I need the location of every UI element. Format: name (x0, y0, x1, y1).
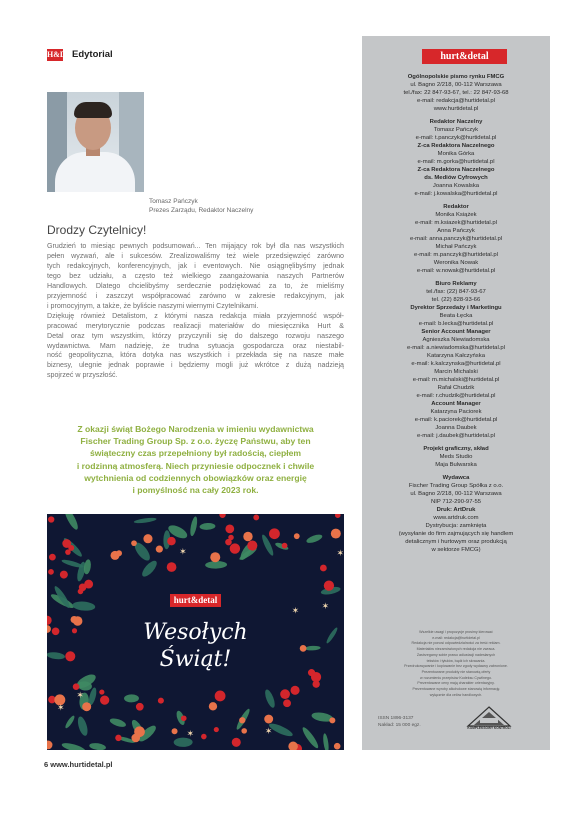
masthead-line: e-mail: a.niewiadomska@hurtidetal.pl (407, 345, 505, 351)
masthead-line: e-mail: anna.panczyk@hurtidetal.pl (409, 236, 503, 242)
greeting-line: Z okazji świąt Bożego Narodzenia w imieniu wydawnictwa (77, 424, 314, 434)
berry-shape (253, 515, 259, 521)
berry-shape (329, 717, 335, 723)
berry-shape (84, 580, 93, 589)
berry-shape (49, 554, 56, 561)
berry-shape (215, 691, 226, 702)
berry-shape (283, 699, 291, 707)
greeting-line: i rodzinną atmosferą. Niech przyniesie odpocznek i chwile (76, 460, 315, 471)
masthead-heading: Dyrektor Sprzedaży i Marketingu (410, 305, 502, 311)
legal-line: Redakcja nie ponosi odpowiedzialności za treść reklam. (411, 641, 501, 646)
author-name: Tomasz Pańczyk (149, 198, 198, 205)
berry-shape (232, 738, 241, 747)
masthead-line: e-mail: k.paciorek@hurtidetal.pl (414, 417, 498, 423)
berry-shape (172, 728, 178, 734)
editorial-heading: Drodzy Czytelnicy! (47, 223, 147, 237)
masthead-line: Michał Pańczyk (435, 244, 477, 250)
berry-shape (116, 550, 122, 556)
leaf-shape (300, 726, 320, 750)
masthead-line: Maja Bulwarska (435, 462, 477, 468)
berry-shape (291, 686, 300, 695)
legal-line: Przedrukowywanie i kopiowanie bez zgody wydawcy zabronione. (404, 664, 508, 669)
masthead-line: e-mail: m.panczyk@hurtidetal.pl (414, 252, 498, 258)
berry-shape (214, 727, 219, 732)
masthead-line: Marcin Michalski (434, 369, 478, 375)
berry-shape (62, 539, 71, 548)
greeting-line: Fischer Trading Group Sp. z o.o. życzę Państwu, aby ten (80, 436, 311, 447)
naklad: Nakład: 15 000 egz. (378, 722, 421, 728)
masthead-heading: Redaktor (443, 204, 469, 210)
masthead-line: Dystrybucja: zamknięta (425, 523, 487, 529)
berry-shape (181, 715, 187, 721)
body-line: Handlowych. Dlatego chcielibyśmy serdecznie podziękować za to, że mieliśmy (47, 281, 344, 290)
legal-line: Prezentowane produkty nie stanowią oferty (421, 669, 491, 674)
masthead-heading: Z-ca Redaktora Naczelnego (417, 167, 495, 173)
greeting-line: wytchnienia od codziennych obowiązków oraz energię (84, 472, 307, 483)
legal-line: e-mail: redakcja@hurtidetal.pl (432, 635, 480, 640)
berry-shape (209, 702, 217, 710)
legal-line: w rozumieniu przepisów Kodeksu Cywilnego. (420, 675, 492, 680)
issn-block (378, 716, 421, 729)
berry-shape (210, 552, 220, 562)
masthead-line: e-mail: b.lecka@hurtidetal.pl (418, 321, 494, 327)
masthead-line: e-mail: m.michalski@hurtidetal.pl (412, 377, 500, 383)
leaf-shape (140, 558, 159, 578)
greeting-line: i pomyślność na cały 2023 rok. (132, 485, 259, 496)
author-photo (47, 92, 144, 192)
berry-shape (280, 689, 290, 699)
masthead-line: ul. Bagno 2/218, 00-112 Warszawa (410, 491, 502, 497)
masthead-line: e-mail: j.kowalska@hurtidetal.pl (414, 191, 498, 197)
body-line: pracować merytorycznie podczas realizacji materiałów do miesięcznika Hurt & (47, 321, 344, 330)
body-line: pełen wyzwań, ale i sukcesów. Zrealizowaliśmy też wiele przedsięwzięć zarówno (47, 251, 344, 260)
leaf-shape (109, 717, 127, 729)
berry-shape (143, 534, 152, 543)
star-shape: ✶ (76, 689, 84, 700)
berry-shape (201, 734, 207, 740)
berry-shape (312, 680, 319, 687)
masthead-line: Joanna Kowalska (432, 183, 480, 189)
leaf-shape (305, 533, 323, 545)
masthead-heading: ds. Mediów Cyfrowych (424, 175, 488, 181)
berry-shape (48, 569, 54, 575)
masthead-line: Katarzyna Kałczyńska (427, 353, 485, 359)
christmas-card (47, 514, 344, 750)
masthead-line: detalicznym i hurtowym oraz produkcją (405, 539, 507, 545)
berry-shape (131, 540, 137, 546)
card-wish-line1: Wesołych (143, 620, 248, 645)
legal-notes (372, 630, 540, 698)
legal-line: Wszelkie uwagi i propozycje prosimy kierować (419, 630, 493, 634)
star-shape: ✶ (336, 547, 344, 558)
body-line: przyjemność i zaszczyt współpracować zarówno w zakresie redakcyjnym, jak (47, 291, 344, 300)
masthead-list (362, 73, 550, 554)
berry-shape (167, 562, 177, 572)
leaf-shape (61, 741, 86, 750)
holiday-greeting (52, 423, 339, 496)
berry-shape (225, 524, 234, 533)
berry-shape (239, 717, 245, 723)
body-line: tych redakcyjnych, konferencyjnych, jak i eventowych. Nie osiągnęlibyśmy jednak (47, 261, 344, 270)
leaf-shape (322, 733, 329, 750)
berry-shape (324, 580, 334, 590)
masthead-line: e-mail: r.chudzik@hurtidetal.pl (416, 393, 496, 399)
berry-shape (294, 533, 300, 539)
body-line: Detal oraz tym wszystkim, którzy przyczynili się do dalszego rozwoju naszego (47, 331, 344, 340)
body-line: spojrzeć w przyszłość. (47, 371, 118, 380)
masthead-heading: Ogólnopolskie pismo rynku FMCG (407, 74, 505, 80)
masthead-line: tel./fax: 22 847-93-67, tel.: 22 847-93-68 (403, 90, 509, 96)
berry-shape (115, 735, 121, 741)
masthead-line: Joanna Daubek (435, 425, 477, 431)
masthead-heading: Projekt graficzny, skład (423, 446, 489, 452)
berry-shape (48, 516, 54, 522)
star-shape: ✶ (186, 728, 195, 739)
certificate-label: KOMPLEKSOWY KONTROLI (467, 726, 511, 730)
masthead-line: tel. (22) 828-93-66 (431, 297, 481, 303)
masthead-heading: Account Manager (431, 401, 481, 407)
body-line: biznesy, ulegnie jednak poprawie i będziemy mogli już wkrótce z dużą nadzieją (47, 361, 344, 370)
masthead-line: e-mail: j.daubek@hurtidetal.pl (416, 433, 496, 439)
body-line: Dziękuję również Detalistom, z którymi nasza redakcja miała przyjemność współ- (47, 311, 344, 320)
berry-shape (282, 543, 288, 549)
berry-shape (136, 703, 144, 711)
leaf-shape (76, 715, 89, 736)
masthead-line: e-mail: w.nowak@hurtidetal.pl (416, 268, 496, 274)
legal-line: wyłącznie dla celów handlowych. (429, 692, 483, 697)
sidebar-logo: hurt&detal (422, 49, 507, 64)
masthead-line: Fischer Trading Group Spółka z o.o. (408, 483, 504, 489)
star-shape: ✶ (321, 601, 330, 612)
masthead-line: tel./fax: (22) 847-93-67 (426, 289, 486, 295)
berry-shape (241, 728, 247, 734)
berry-shape (167, 537, 175, 545)
masthead-line: (wysyłanie do firm zajmujących się handlem (398, 531, 514, 537)
masthead-line: Rafał Chudzik (437, 385, 475, 391)
masthead-line: Monika Książek (435, 212, 477, 218)
berry-shape (100, 695, 109, 704)
leaf-shape (134, 517, 157, 524)
body-line: Grudzień to miesiąc pewnych podsumowań... Ten mijający rok był dla nas wszystkich (47, 242, 344, 250)
legal-line: Zastrzegamy sobie prawo adiustacji nadesłanych (416, 652, 496, 657)
berry-shape (335, 514, 341, 518)
berry-shape (82, 702, 91, 711)
certificate-icon (466, 706, 512, 728)
body-line: i promocyjnym, a także, że byliście naszymi wiernymi Czytelnikami. (47, 301, 259, 310)
card-wish-line2: Świąt! (159, 647, 232, 672)
leaf-shape (263, 688, 277, 709)
leaf-shape (124, 694, 139, 702)
star-shape: ✶ (291, 605, 300, 616)
masthead-heading: Biuro Reklamy (435, 281, 477, 287)
leaf-shape (72, 601, 96, 612)
body-line: wydawnictwa. Mam nadzieję, że trudna sytuacja gospodarcza oraz niestabil- (47, 341, 344, 350)
star-shape: ✶ (179, 546, 187, 557)
body-line: tego bez udziału, a często też wielkiego zaangażowania naszych Partnerów (47, 271, 344, 280)
masthead-line: Beata Łęcka (439, 313, 473, 319)
masthead-line: NIP 712-290-97-55 (431, 499, 481, 505)
berry-shape (60, 571, 68, 579)
masthead-line: e-mail: k.kalczynska@hurtidetal.pl (411, 361, 501, 367)
author-role: Prezes Zarządu, Redaktor Naczelny (149, 206, 254, 214)
masthead-line: w sektorze FMCG) (431, 547, 481, 553)
berry-shape (99, 689, 104, 694)
leaf-shape (174, 737, 193, 746)
masthead-line: Anna Pańczyk (437, 228, 475, 234)
author-caption (149, 198, 253, 215)
masthead-heading: Druk: ArtDruk (436, 507, 476, 513)
card-logo: hurt&detal (170, 594, 221, 607)
masthead-line: e-mail: redakcja@hurtidetal.pl (416, 98, 495, 104)
masthead-heading: Wydawca (442, 475, 470, 481)
masthead-heading: Senior Account Manager (421, 329, 491, 335)
berry-shape (334, 743, 341, 750)
leaf-shape (199, 523, 215, 531)
masthead-heading: Redaktor Naczelny (429, 119, 483, 125)
masthead-line: Meds Studio (439, 454, 473, 460)
star-shape: ✶ (264, 725, 273, 736)
masthead-line: e-mail: m.ksiazek@hurtidetal.pl (415, 220, 497, 226)
legal-line: Materiałów niezamówionych redakcja nie zwraca. (416, 647, 496, 652)
berry-shape (247, 540, 257, 550)
berry-shape (230, 543, 240, 553)
masthead-line: ul. Bagno 2/218, 00-112 Warszawa (410, 82, 502, 88)
masthead-line: www.artdruk.com (433, 515, 479, 521)
section-title: Edytorial (72, 49, 113, 60)
leaf-shape (62, 514, 80, 531)
greeting-line: świąteczny czas przepełniony był radością, ciepłem (89, 448, 302, 459)
masthead-heading: Z-ca Redaktora Naczelnego (417, 143, 495, 149)
leaf-shape (61, 558, 84, 569)
legal-line: Prezentowane wyroby alkoholowe stanowią informację (412, 687, 500, 692)
masthead-line: Agnieszka Niewiadomska (422, 337, 490, 343)
legal-line: tekstów i tytułów, bądź ich skracania. (426, 658, 486, 663)
berry-shape (320, 565, 327, 572)
leaf-shape (89, 742, 107, 750)
leaf-shape (189, 516, 199, 537)
berry-shape (243, 532, 252, 541)
berry-shape (288, 742, 298, 750)
masthead-line: e-mail: t.panczyk@hurtidetal.pl (415, 135, 497, 141)
berry-shape (269, 528, 280, 539)
berry-shape (225, 539, 232, 546)
masthead-line: e-mail: m.gorka@hurtidetal.pl (417, 159, 495, 165)
magazine-logo: H&D (47, 50, 66, 59)
berry-shape (264, 715, 273, 724)
body-line: ność geopolityczna, która dotyka nas wszystkich i przekłada się na nasze małe (47, 351, 344, 360)
berry-shape (219, 514, 225, 518)
masthead-line: www.hurtidetal.pl (433, 106, 479, 112)
masthead-line: Monika Górka (437, 151, 475, 157)
berry-shape (65, 549, 71, 555)
star-shape: ✶ (57, 702, 65, 713)
berry-shape (158, 698, 164, 704)
masthead-line: Weronika Nowak (433, 260, 479, 266)
issn: ISSN 1896-3137 (378, 716, 414, 721)
editorial-body (47, 242, 344, 381)
leaf-shape (64, 715, 76, 730)
berry-shape (134, 726, 145, 737)
masthead-line: Katarzyna Paciorek (430, 409, 482, 415)
page-footer: 6 www.hurtidetal.pl (44, 760, 113, 769)
legal-line: Prezentowane ceny mają charakter orientacyjny. (417, 681, 495, 686)
berry-shape (47, 741, 52, 750)
berry-shape (331, 529, 341, 539)
masthead-line: Tomasz Pańczyk (433, 127, 479, 133)
card-wish (47, 619, 344, 673)
berry-shape (156, 546, 163, 553)
